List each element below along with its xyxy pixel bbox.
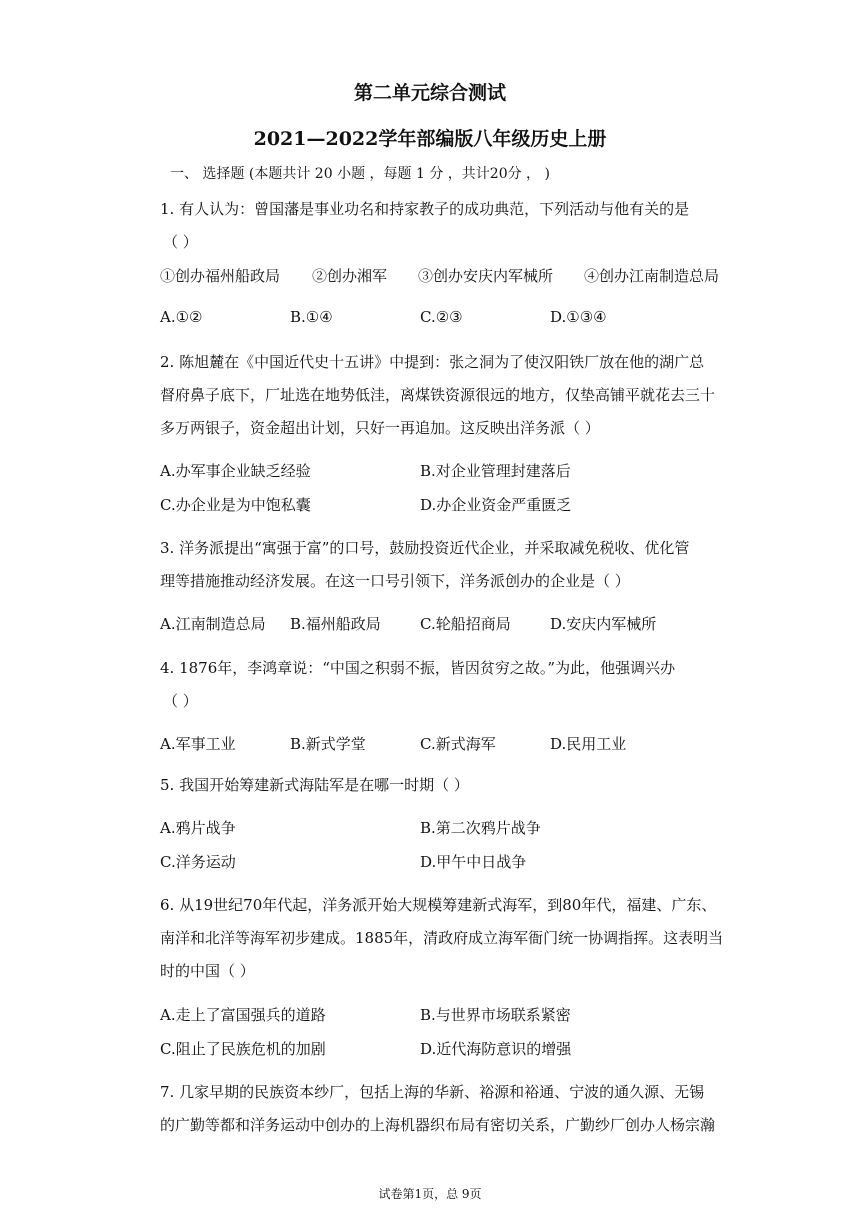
q4-stem-line-1: 4. 1876年，李鸿章说：“中国之积弱不振，皆因贫穷之故。”为此，他强调兴办 (160, 659, 676, 677)
q3-option-b[interactable]: B.福州船政局 (290, 615, 381, 633)
q1-item-2: ②创办湘军 (312, 267, 388, 285)
q2-option-b[interactable]: B.对企业管理封建落后 (420, 462, 571, 480)
q1-option-c[interactable]: C.②③ (420, 308, 463, 326)
q3-option-d[interactable]: D.安庆内军械所 (550, 615, 657, 633)
q2-option-d[interactable]: D.办企业资金严重匮乏 (420, 496, 572, 514)
q4-option-d[interactable]: D.民用工业 (550, 735, 627, 753)
q1-stem-line-2: （ ） (163, 233, 198, 251)
q6-stem-line-1: 6. 从19世纪70年代起，洋务派开始大规模筹建新式海军，到80年代，福建、广东、 (160, 896, 717, 914)
q3-stem-line-1: 3. 洋务派提出“寓强于富”的口号，鼓励投资近代企业，并采取减免税收、优化管 (160, 539, 690, 557)
q2-option-a[interactable]: A.办军事企业缺乏经验 (160, 462, 311, 480)
q2-stem-line-2: 督府鼻子底下，厂址选在地势低洼，离煤铁资源很远的地方，仅垫高铺平就花去三十 (160, 386, 716, 404)
q2-stem-line-1: 2. 陈旭麓在《中国近代史十五讲》中提到：张之洞为了使汉阳铁厂放在他的湖广总 (160, 353, 705, 371)
q6-option-b[interactable]: B.与世界市场联系紧密 (420, 1006, 571, 1024)
section-heading: 一、 选择题 (本题共计 20 小题 ，每题 1 分 ，共计20分 ， ) (170, 166, 550, 182)
q6-option-a[interactable]: A.走上了富国强兵的道路 (160, 1006, 326, 1024)
q6-stem-line-3: 时的中国（ ） (160, 962, 255, 980)
q1-option-b[interactable]: B.①④ (290, 308, 333, 326)
q1-option-a[interactable]: A.①② (160, 308, 203, 326)
q1-stem-line-1: 1. 有人认为：曾国藩是事业功名和持家教子的成功典范，下列活动与他有关的是 (160, 200, 690, 218)
q2-stem-line-3: 多万两银子，资金超出计划，只好一再追加。这反映出洋务派（ ） (160, 419, 600, 437)
q4-stem-line-2: （ ） (163, 692, 198, 710)
q4-option-a[interactable]: A.军事工业 (160, 735, 236, 753)
q5-option-c[interactable]: C.洋务运动 (160, 853, 236, 871)
q4-option-b[interactable]: B.新式学堂 (290, 735, 366, 753)
q3-option-c[interactable]: C.轮船招商局 (420, 615, 511, 633)
q5-option-b[interactable]: B.第二次鸦片战争 (420, 819, 541, 837)
exam-title: 第二单元综合测试 (353, 82, 506, 104)
page-footer: 试卷第1页，总 9页 (378, 1187, 482, 1201)
q6-option-c[interactable]: C.阻止了民族危机的加剧 (160, 1040, 326, 1058)
q5-stem-line-1: 5. 我国开始筹建新式海陆军是在哪一时期（ ） (160, 776, 469, 794)
q4-option-c[interactable]: C.新式海军 (420, 735, 496, 753)
q6-option-d[interactable]: D.近代海防意识的增强 (420, 1040, 572, 1058)
q5-option-a[interactable]: A.鸦片战争 (160, 819, 236, 837)
q3-stem-line-2: 理等措施推动经济发展。在这一口号引领下，洋务派创办的企业是（ ） (160, 572, 630, 590)
q6-stem-line-2: 南洋和北洋等海军初步建成。1885年，清政府成立海军衙门统一协调指挥。这表明当 (160, 929, 724, 947)
exam-subtitle: 2021—2022学年部编版八年级历史上册 (253, 128, 607, 150)
q1-item-4: ④创办江南制造总局 (584, 267, 720, 285)
q2-option-c[interactable]: C.办企业是为中饱私囊 (160, 496, 311, 514)
q7-stem-line-2: 的广勤等都和洋务运动中创办的上海机器织布局有密切关系，广勤纱厂创办人杨宗瀚 (160, 1116, 716, 1134)
q1-option-d[interactable]: D.①③④ (550, 308, 607, 326)
q1-item-3: ③创办安庆内军械所 (418, 267, 554, 285)
q5-option-d[interactable]: D.甲午中日战争 (420, 853, 527, 871)
q3-option-a[interactable]: A.江南制造总局 (160, 615, 266, 633)
q7-stem-line-1: 7. 几家早期的民族资本纱厂，包括上海的华新、裕源和裕通、宁波的通久源、无锡 (160, 1083, 705, 1101)
q1-item-1: ①创办福州船政局 (160, 267, 281, 285)
